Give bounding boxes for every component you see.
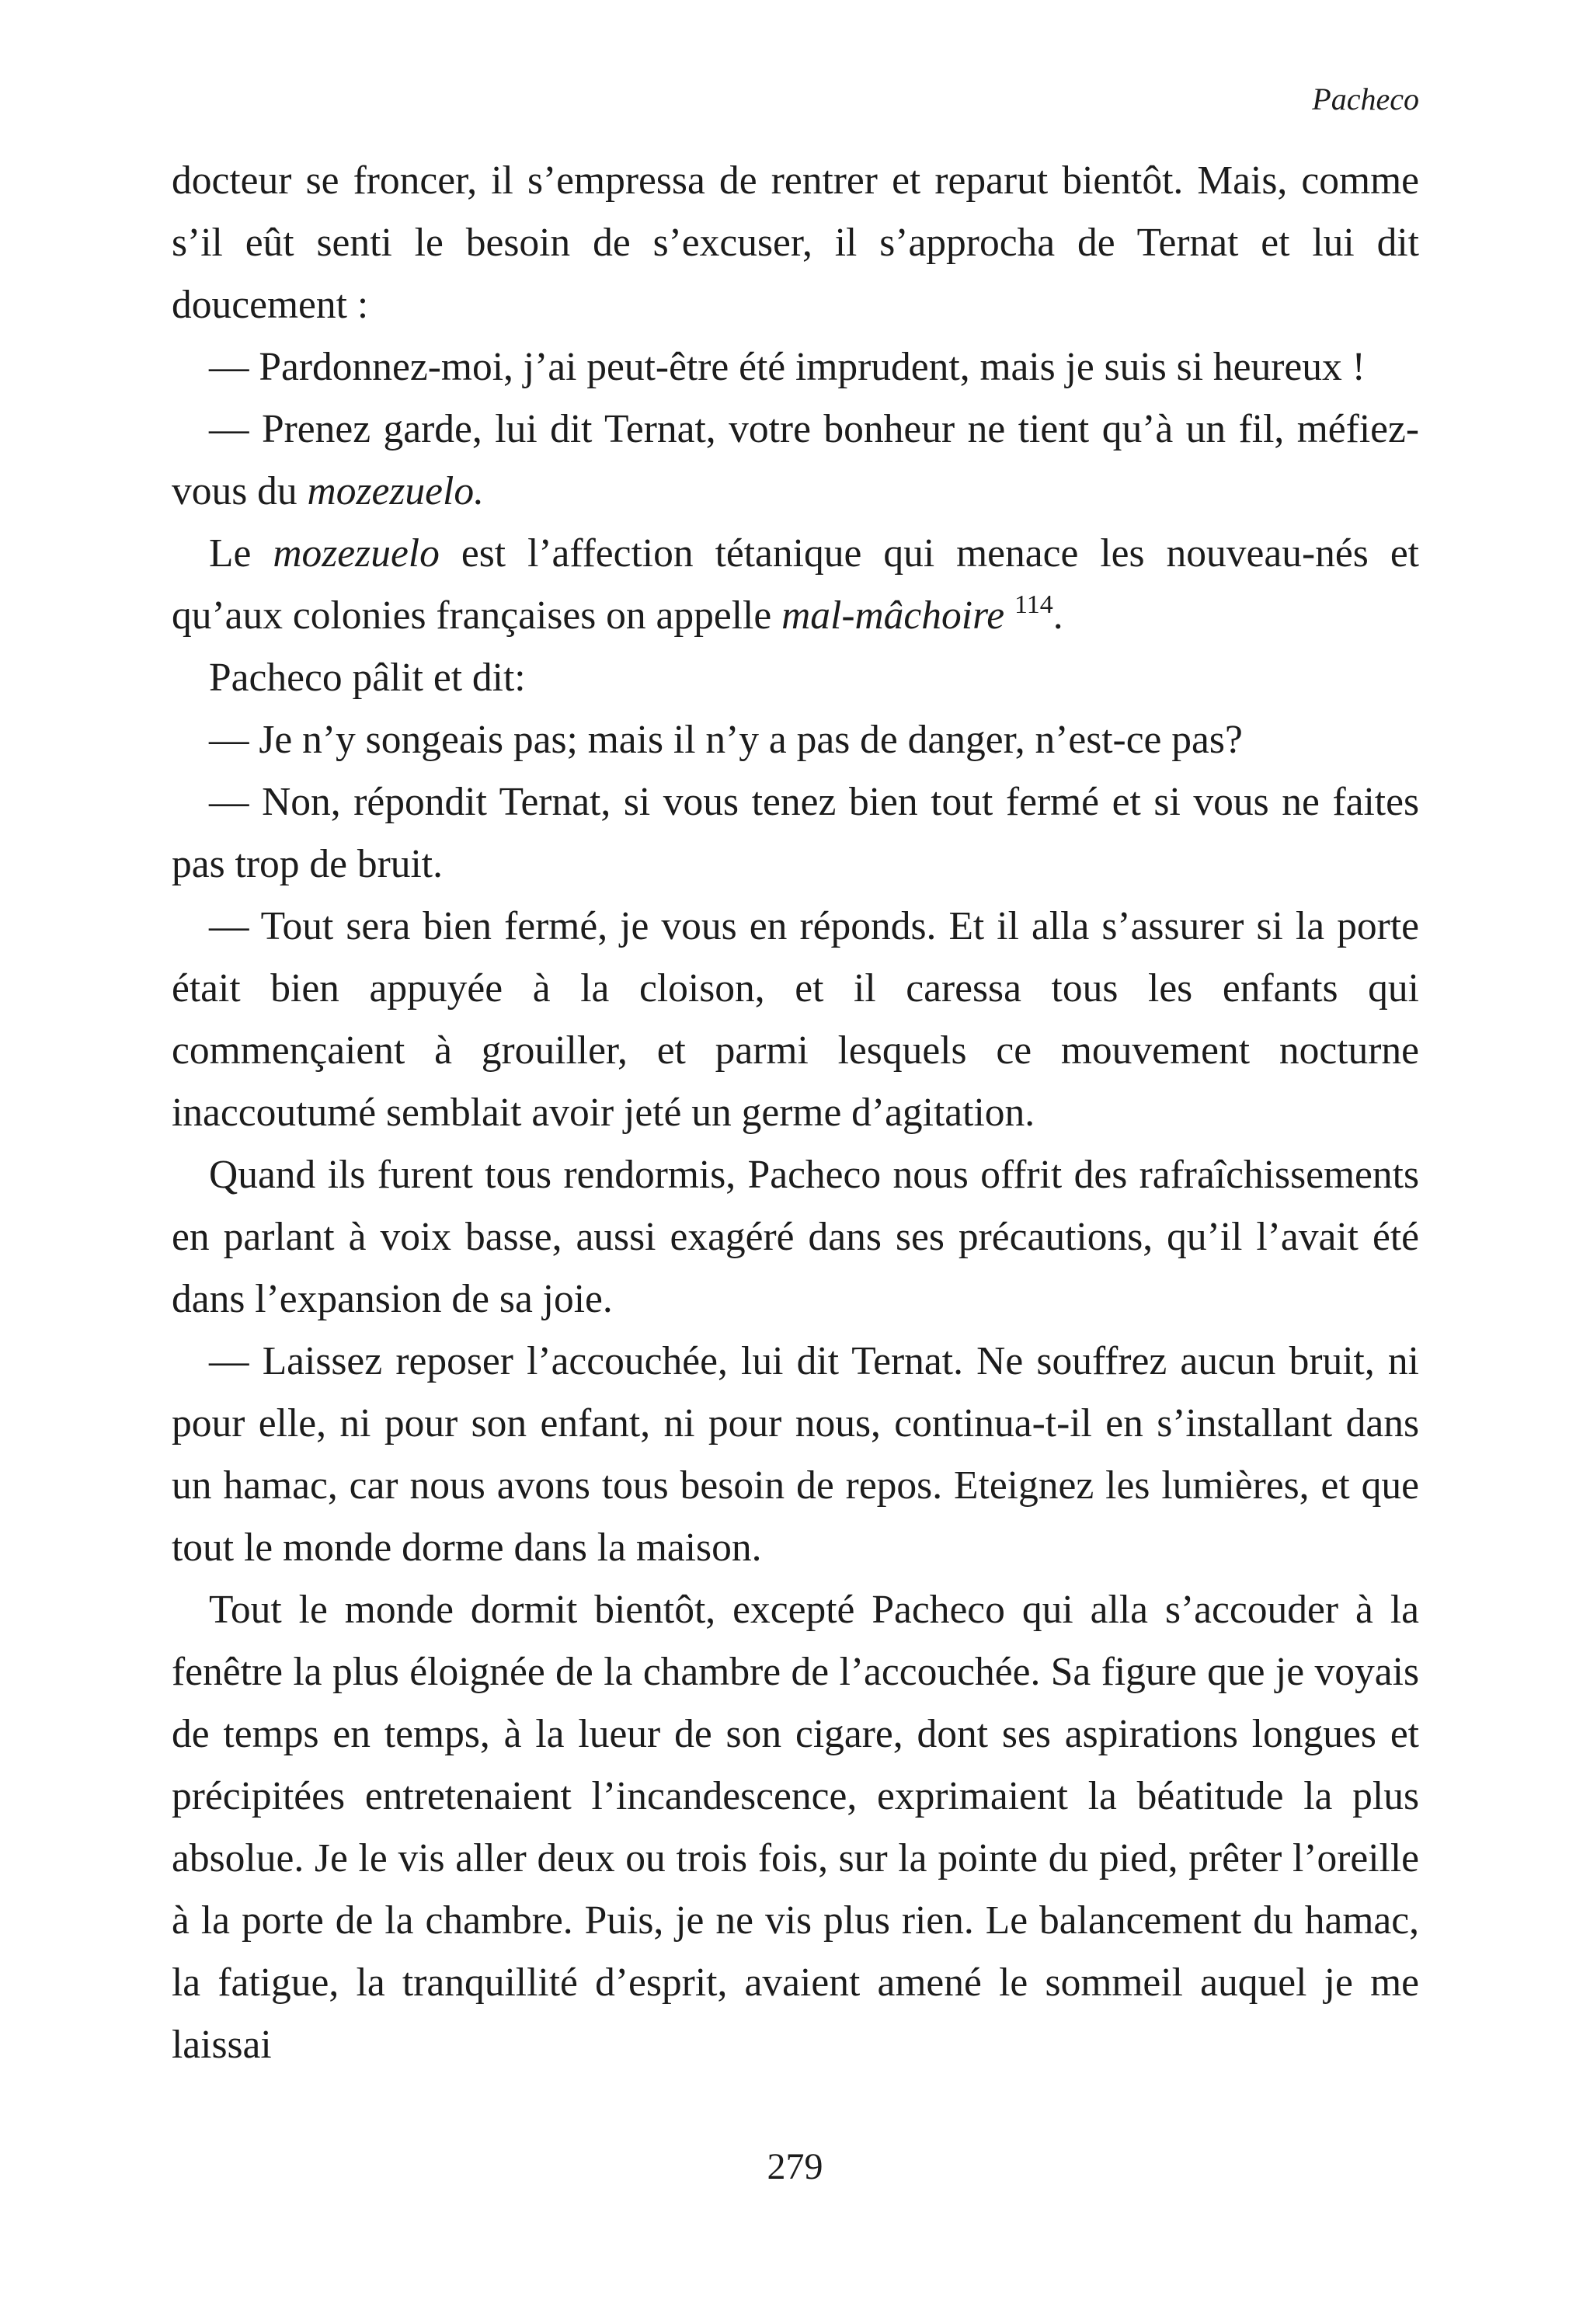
text-run: — Prenez garde, lui dit Ternat, votre bonheur ne tient qu’à un fil, méfiez-vous du xyxy=(172,407,1419,513)
paragraph xyxy=(172,771,1419,896)
text-run: est l’affection tétanique qui menace les nouveau-nés et qu’aux colonies françaises on appelle xyxy=(172,531,1419,638)
paragraph xyxy=(172,150,1419,336)
text-run xyxy=(1004,593,1014,638)
text-run: docteur se froncer, il s’empressa de rentrer et reparut bientôt. Mais, comme s’il eût senti le besoin de s’excuser, il s’approcha de Ternat et lui dit doucement : xyxy=(172,158,1419,327)
paragraph xyxy=(172,647,1419,709)
page-number: 279 xyxy=(767,2146,823,2187)
text-run: — Pardonnez-moi, j’ai peut-être été imprudent, mais je suis si heureux ! xyxy=(209,345,1366,389)
italic-term: mozezuelo xyxy=(273,531,440,576)
italic-term: mal-mâchoire xyxy=(781,593,1005,638)
text-run: — Tout sera bien fermé, je vous en réponds. Et il alla s’assurer si la porte était bien appuyée à la cloison, et il caressa tous les enfants qui commençaient à grouiller, et parmi lesquels ce mouvement nocturne inaccoutumé semblait avoir jeté un germe d’agitation. xyxy=(172,904,1419,1135)
footnote-reference[interactable]: 114 xyxy=(1014,590,1053,619)
paragraph xyxy=(172,896,1419,1144)
paragraph xyxy=(172,336,1419,398)
paragraph xyxy=(172,1579,1419,2076)
text-run: Le xyxy=(209,531,273,576)
text-run: Pacheco pâlit et dit: xyxy=(209,656,526,700)
text-run: — Laissez reposer l’accouchée, lui dit Ternat. Ne souffrez aucun bruit, ni pour elle, ni pour son enfant, ni pour nous, continua-t-il en s’installant dans un hamac, car nous avons tous besoin de repos. Eteignez les lumières, et que tout le monde dorme dans la maison. xyxy=(172,1339,1419,1570)
italic-term: mozezuelo. xyxy=(307,469,484,513)
paragraph xyxy=(172,1144,1419,1331)
text-run: . xyxy=(1052,593,1063,638)
paragraph xyxy=(172,1331,1419,1579)
running-head: Pacheco xyxy=(1312,82,1419,117)
text-run: Tout le monde dormit bientôt, excepté Pacheco qui alla s’accouder à la fenêtre la plus éloignée de la chambre de l’accouchée. Sa figure que je voyais de temps en temps, à la lueur de son cigare, dont ses aspirations longues et précipitées entretenaient l’incandescence, exprimaient la béatitude la plus absolue. Je le vis aller deux ou trois fois, sur la pointe du pied, prêter l’oreille à la porte de la chambre. Puis, je ne vis plus rien. Le balancement du hamac, la fatigue, la tranquillité d’esprit, avaient amené le sommeil auquel je me laissai xyxy=(172,1588,1419,2067)
text-run: — Non, répondit Ternat, si vous tenez bien tout fermé et si vous ne faites pas trop de bruit. xyxy=(172,780,1419,886)
paragraph xyxy=(172,398,1419,523)
text-run: Quand ils furent tous rendormis, Pacheco nous offrit des rafraîchissements en parlant à voix basse, aussi exagéré dans ses précautions, qu’il l’avait été dans l’expansion de sa joie. xyxy=(172,1153,1419,1321)
paragraph xyxy=(172,709,1419,771)
text-run: — Je n’y songeais pas; mais il n’y a pas de danger, n’est-ce pas? xyxy=(209,718,1243,762)
body-text xyxy=(172,150,1419,2076)
paragraph xyxy=(172,523,1419,647)
